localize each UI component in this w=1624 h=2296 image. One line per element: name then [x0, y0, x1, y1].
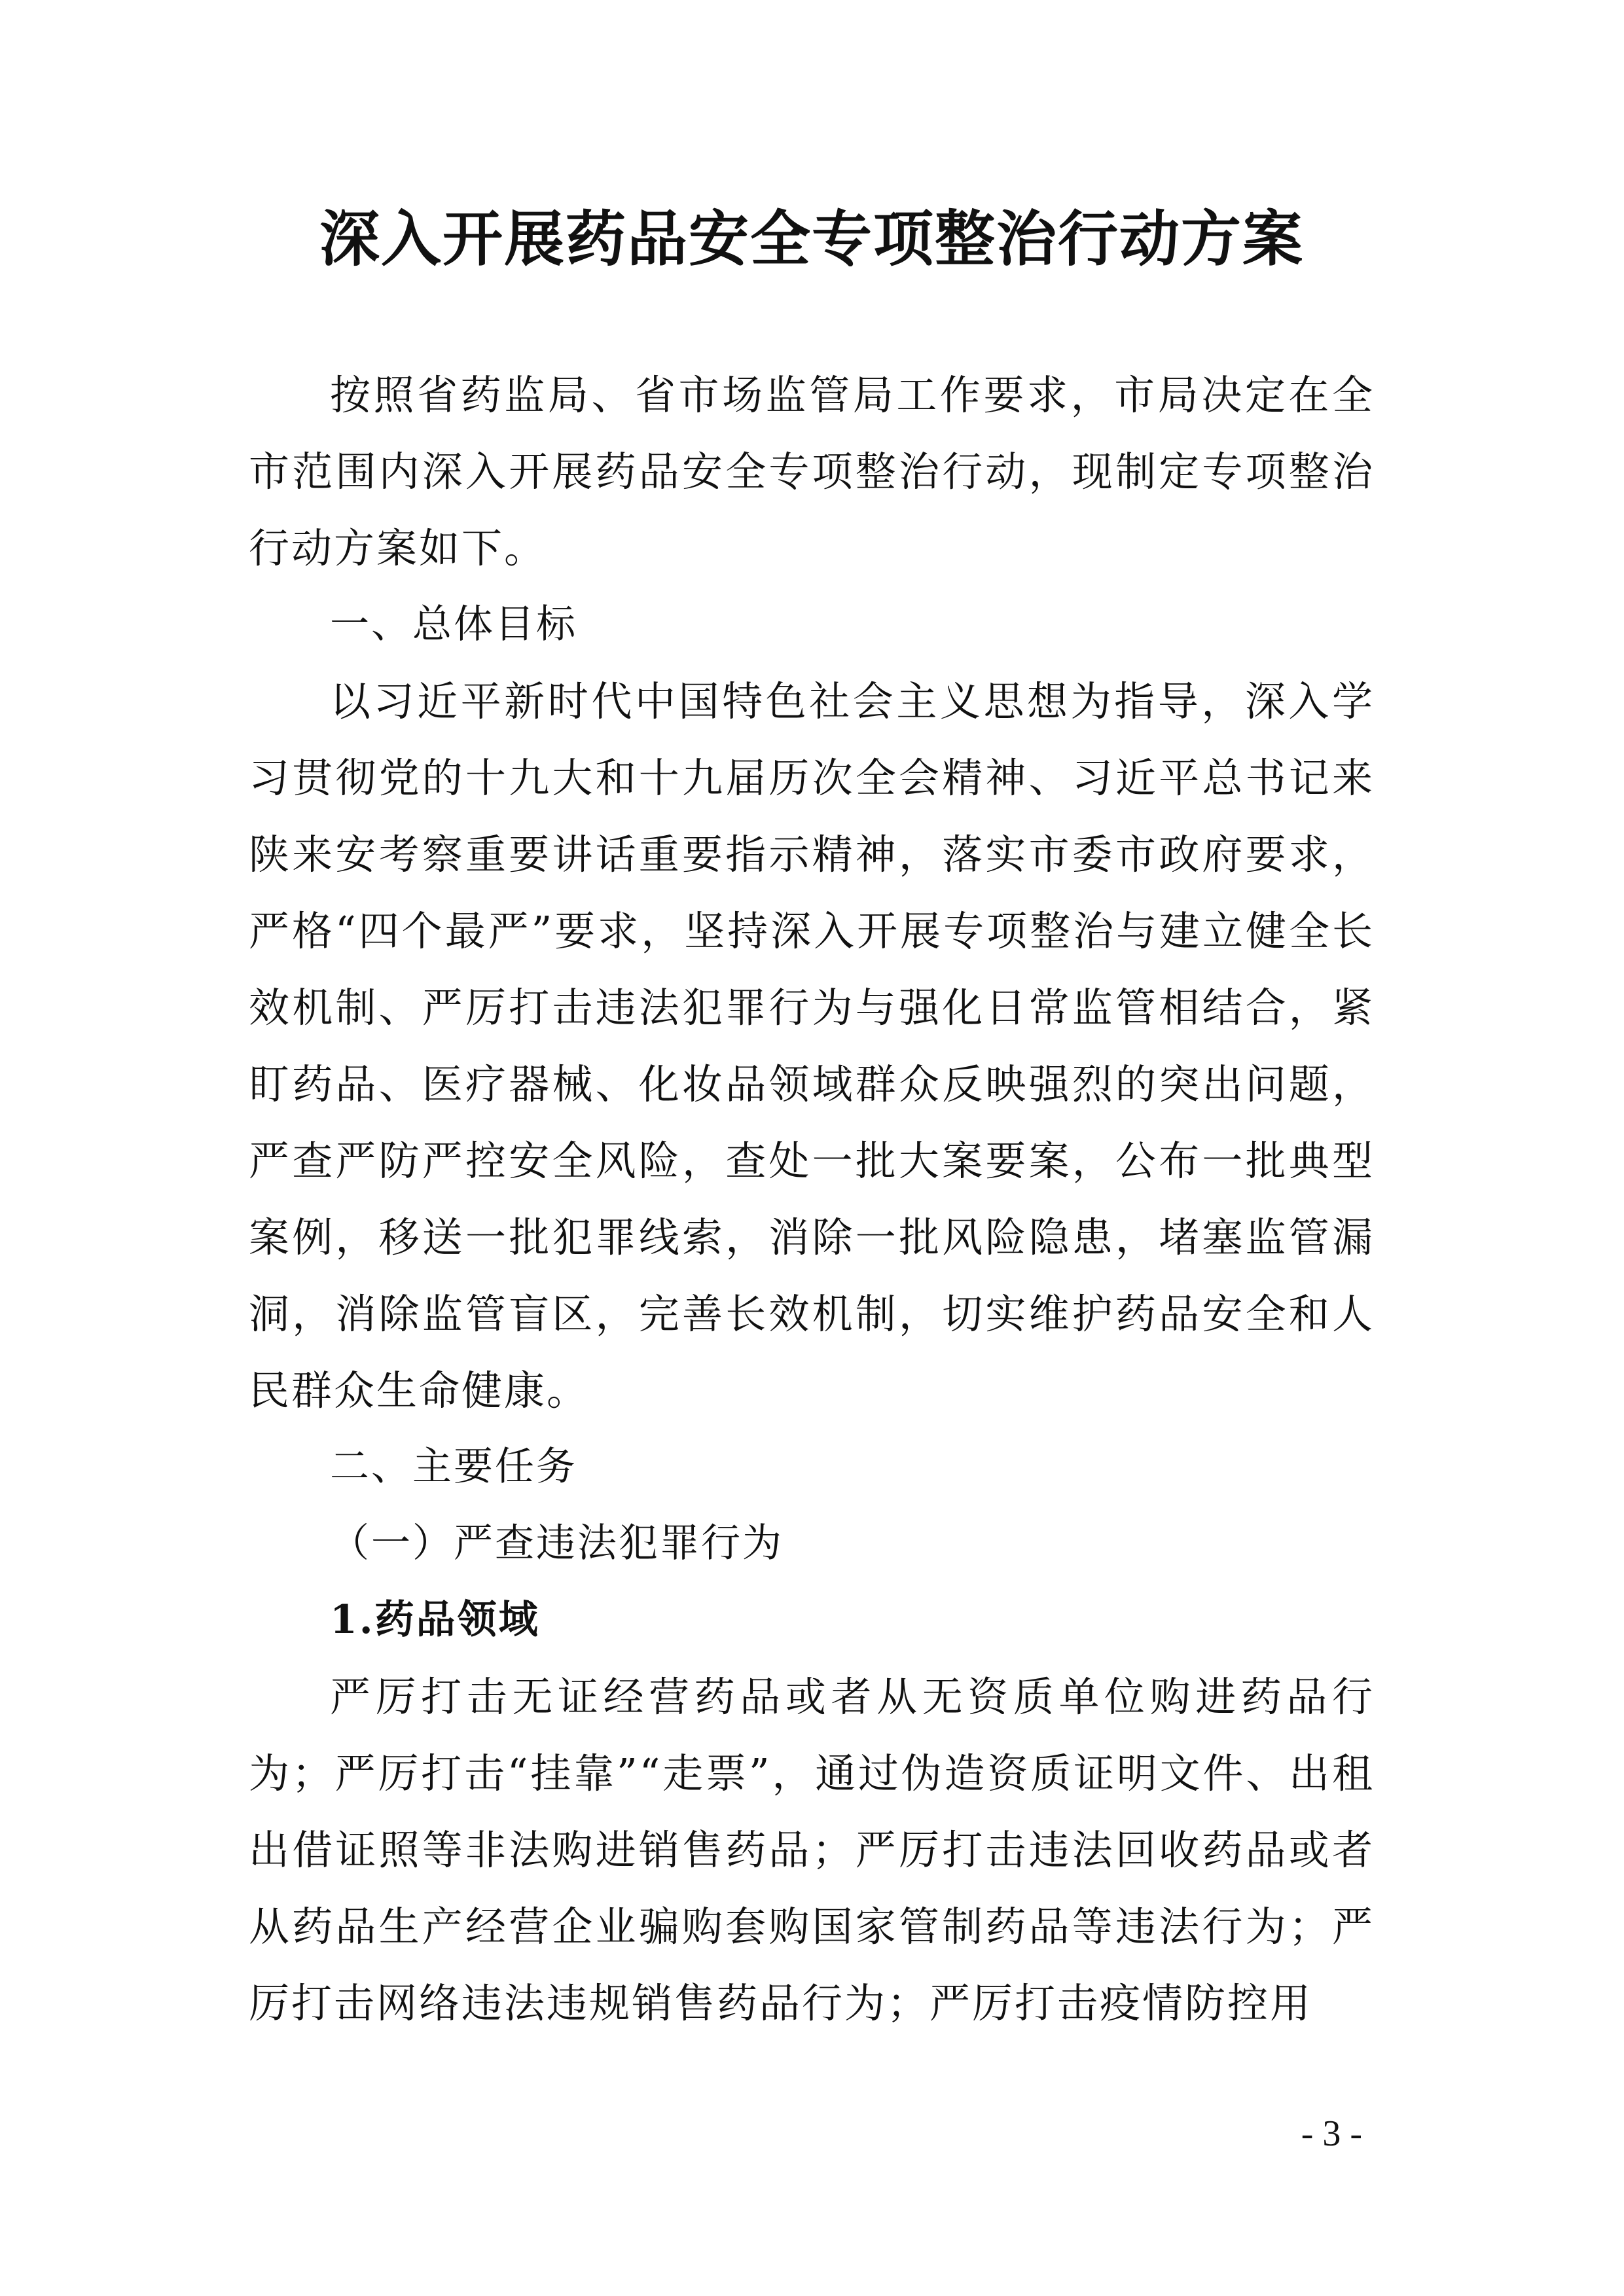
section-2-subheading: （一）严查违法犯罪行为	[330, 1520, 784, 1566]
item-1-heading: 1.药品领域	[330, 1597, 540, 1643]
section-1-paragraph: 以习近平新时代中国特色社会主义思想为指导，深入学习贯彻党的十九大和十九届历次全会精神、习近平总书记来陕来安考察重要讲话重要指示精神，落实市委市政府要求，严格“四个最严”要求，坚持深入开展专项整治与建立健全长效机制、严厉打击违法犯罪行为与强化日常监管相结合，紧盯药品、医疗器械、化妆品领域群众反映强烈的突出问题，严查严防严控安全风险，查处一批大案要案，公布一批典型案例，移送一批犯罪线索，消除一批风险隐患，堵塞监管漏洞，消除监管盲区，完善长效机制，切实维护药品安全和人民群众生命健康。	[249, 677, 1375, 1414]
document-title: 深入开展药品安全专项整治行动方案	[319, 204, 1304, 274]
intro-paragraph: 按照省药监局、省市场监管局工作要求，市局决定在全市范围内深入开展药品安全专项整治行动，现制定专项整治行动方案如下。	[249, 371, 1375, 572]
item-1-paragraph: 严厉打击无证经营药品或者从无资质单位购进药品行为；严厉打击“挂靠”“走票”，通过伪造资质证明文件、出租出借证照等非法购进销售药品；严厉打击违法回收药品或者从药品生产经营企业骗购套购国家管制药品等违法行为；严厉打击网络违法违规销售药品行为；严厉打击疫情防控用	[249, 1673, 1375, 2027]
document-body	[249, 357, 1375, 2041]
section-2-heading: 二、主要任务	[330, 1444, 577, 1490]
section-1-heading: 一、总体目标	[330, 601, 577, 647]
page-number: - 3 -	[1301, 2113, 1362, 2154]
